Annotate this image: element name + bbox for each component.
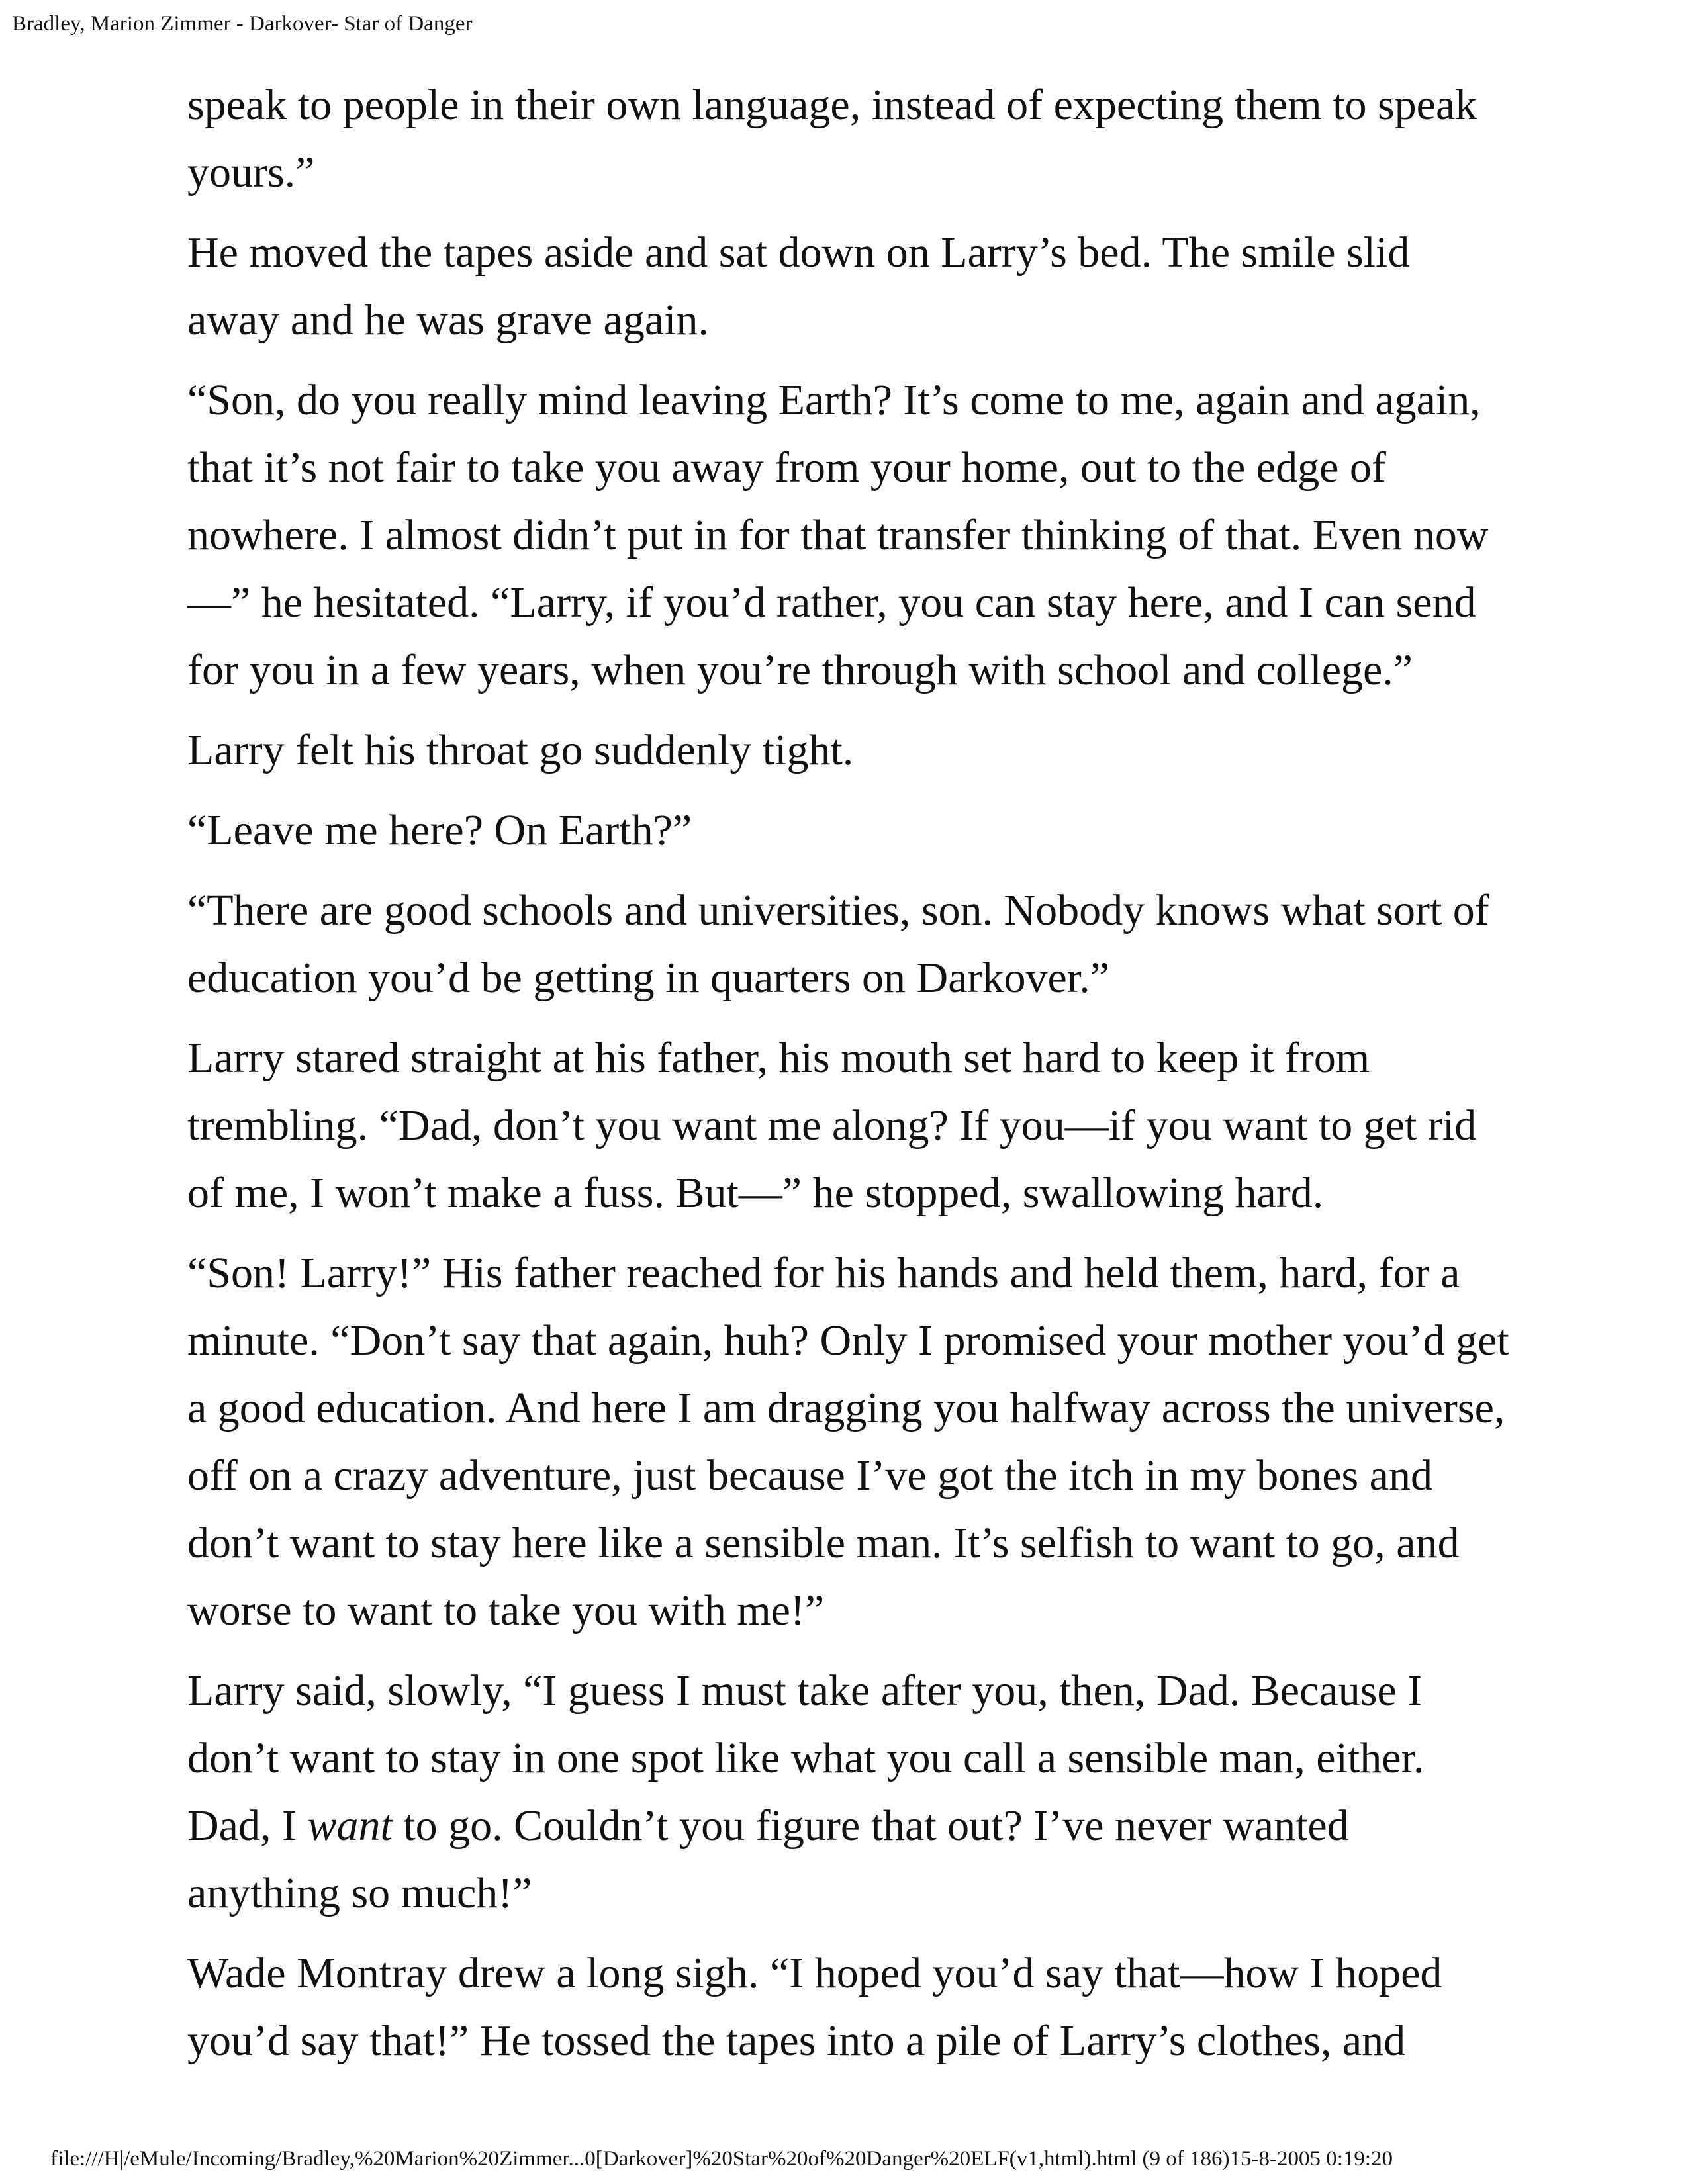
text-line: Larry stared straight at his father, his mouth set hard to keep it from [187, 1034, 1370, 1082]
text-line: that it’s not fair to take you away from your home, out to the edge of [187, 443, 1386, 492]
paragraph [187, 71, 1518, 206]
text-line: speak to people in their own language, instead of expecting them to speak [187, 81, 1477, 129]
paragraph [187, 877, 1518, 1012]
paragraph [187, 219, 1518, 354]
text-line: you’d say that!” He tossed the tapes into a pile of Larry’s clothes, and [187, 2017, 1406, 2065]
text-line-with-emphasis [187, 1792, 1518, 1860]
paragraph [187, 1024, 1518, 1227]
text-line: Wade Montray drew a long sigh. “I hoped you’d say that—how I hoped [187, 1949, 1442, 1997]
text-line: —” he hesitated. “Larry, if you’d rather, you can stay here, and I can send [187, 578, 1476, 627]
paragraph [187, 367, 1518, 704]
text-run: to go. Couldn’t you figure that out? I’ve never wanted [392, 1801, 1349, 1850]
paragraph [187, 1657, 1518, 1927]
emphasized-word: want [307, 1801, 393, 1850]
text-line: “Son, do you really mind leaving Earth? It’s come to me, again and again, [187, 376, 1481, 424]
text-line: for you in a few years, when you’re through with school and college.” [187, 646, 1413, 694]
text-line: trembling. “Dad, don’t you want me along? If you—if you want to get rid [187, 1101, 1477, 1150]
text-line: Larry said, slowly, “I guess I must take after you, then, Dad. Because I [187, 1666, 1423, 1715]
text-line: He moved the tapes aside and sat down on Larry’s bed. The smile slid [187, 228, 1410, 277]
text-line: away and he was grave again. [187, 296, 709, 344]
paragraph [187, 1240, 1518, 1645]
text-line: Larry felt his throat go suddenly tight. [187, 726, 854, 774]
paragraph [187, 797, 1518, 864]
text-line: off on a crazy adventure, just because I’ve got the itch in my bones and [187, 1451, 1432, 1500]
text-line: don’t want to stay in one spot like what you call a sensible man, either. [187, 1734, 1425, 1782]
text-run: Dad, I [187, 1801, 308, 1850]
text-line: yours.” [187, 148, 315, 197]
text-line: of me, I won’t make a fuss. But—” he stopped, swallowing hard. [187, 1169, 1324, 1217]
text-line: education you’d be getting in quarters on Darkover.” [187, 954, 1109, 1002]
paragraph [187, 717, 1518, 784]
paragraph [187, 1940, 1518, 2075]
text-line: don’t want to stay here like a sensible man. It’s selfish to want to go, and [187, 1519, 1460, 1567]
text-line: “Son! Larry!” His father reached for his hands and held them, hard, for a [187, 1249, 1460, 1297]
text-line: anything so much!” [187, 1869, 532, 1917]
text-line: a good education. And here I am dragging you halfway across the universe, [187, 1384, 1505, 1432]
text-line: “Leave me here? On Earth?” [187, 806, 692, 854]
page-header: Bradley, Marion Zimmer - Darkover- Star of Danger [12, 12, 473, 36]
page-body [187, 71, 1518, 2087]
text-line: minute. “Don’t say that again, huh? Only I promised your mother you’d get [187, 1316, 1509, 1365]
page-footer: file:///H|/eMule/Incoming/Bradley,%20Marion%20Zimmer...0[Darkover]%20Star%20of%20Danger%20ELF(v1,html).html (9 of 186)15-8-2005 0:19:20 [50, 2147, 1393, 2171]
text-line: worse to want to take you with me!” [187, 1586, 825, 1635]
text-line: nowhere. I almost didn’t put in for that transfer thinking of that. Even now [187, 511, 1489, 559]
text-line: “There are good schools and universities, son. Nobody knows what sort of [187, 886, 1489, 934]
